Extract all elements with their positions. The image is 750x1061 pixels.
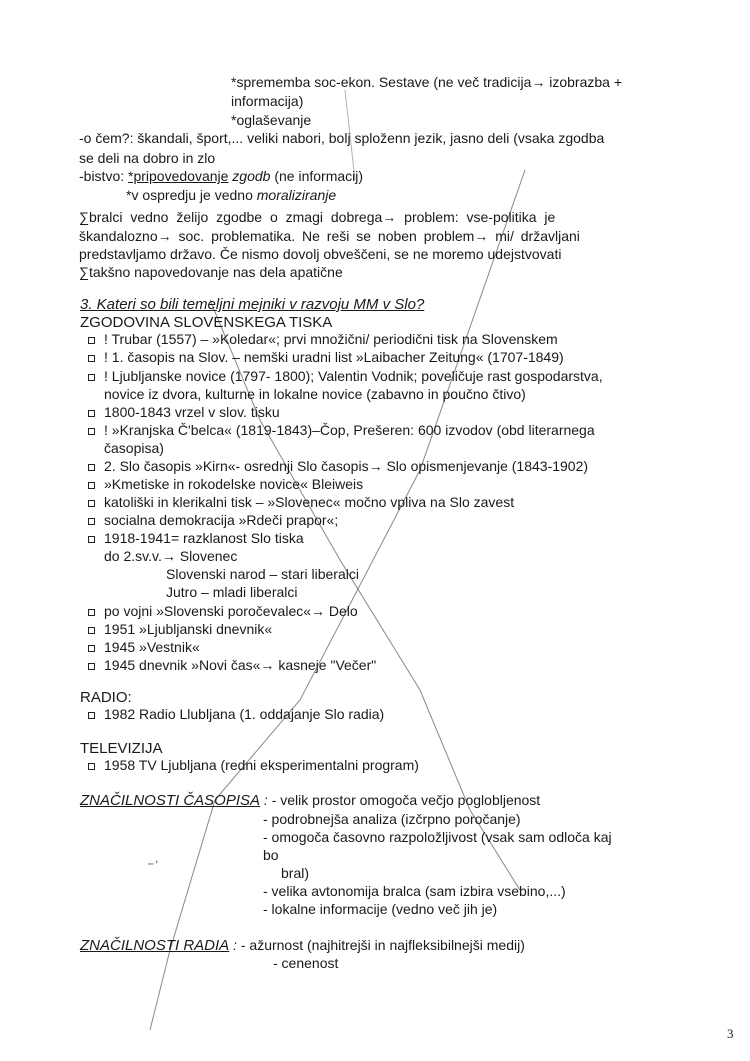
checkbox-bullet (88, 518, 95, 525)
checkbox-bullet (88, 337, 95, 344)
history-item: 1945 »Vestnik« (104, 639, 200, 655)
features-paper-item: - velika avtonomija bralca (sam izbira vsebino,...) (263, 883, 566, 899)
checkbox-bullet (88, 663, 95, 670)
checkbox-bullet (88, 355, 95, 362)
history-item: 1800-1843 vrzel v slov. tisku (104, 404, 280, 420)
intro-line-6 (79, 168, 363, 185)
radio-title: RADIO: (80, 689, 132, 706)
features-paper-item: - omogoča časovno razpoložljivost (vsak sam odloča kaj (263, 829, 612, 845)
checkbox-bullet (88, 428, 95, 435)
margin-mark: ⁻ʾ (147, 858, 160, 874)
intro-line-4: -o čem?: škandali, šport,... veliki nabori, bolj sploženn jezik, jasno deli (vsaka zgodba (79, 130, 605, 146)
history-title: ZGODOVINA SLOVENSKEGA TISKA (80, 314, 333, 331)
intro-line-1: *sprememba soc-ekon. Sestave (ne več tradicija→ izobrazba + (231, 74, 623, 90)
history-item-continued: časopisa) (104, 440, 164, 456)
history-item-continued: novice iz dvora, kulturne in lokalne novice (zabavno in poučno čtivo) (104, 386, 526, 402)
features-radio-item: - cenenost (273, 955, 339, 971)
radio-item: 1982 Radio Llubljana (1. oddajanje Slo radia) (104, 706, 385, 722)
checkbox-bullet (88, 374, 95, 381)
history-item: 1951 »Ljubljanski dnevnik« (104, 621, 273, 637)
history-item: ! Ljubljanske novice (1797- 1800); Valentin Vodnik; poveličuje rast gospodarstva, (104, 368, 603, 384)
features-paper-sep: : (260, 792, 272, 808)
intro-line-11: ∑takšno napovedovanje nas dela apatične (79, 264, 343, 280)
checkbox-bullet (88, 609, 95, 616)
checkbox-bullet (88, 536, 95, 543)
checkbox-bullet (88, 763, 95, 770)
intro-line-3: *oglaševanje (231, 112, 312, 128)
history-item: ! »Kranjska Č'belca« (1819-1843)–Čop, Prešeren: 600 izvodov (obd literarnega (104, 422, 595, 438)
intro-line-6-rest: (ne informacij) (270, 168, 364, 184)
intro-line-6-prefix: -bistvo: (79, 168, 129, 184)
history-item: 2. Slo časopis »Kirn«- osrednji Slo časopis→ Slo opismenjevanje (1843-1902) (104, 458, 589, 474)
checkbox-bullet (88, 500, 95, 507)
history-item: 1918-1941= razklanost Slo tiska (104, 530, 304, 546)
checkbox-bullet (88, 410, 95, 417)
question-heading: 3. Kateri so bili temeljni mejniki v razvoju MM v Slo? (80, 296, 425, 313)
tv-title: TELEVIZIJA (80, 740, 163, 757)
checkbox-bullet (88, 645, 95, 652)
intro-line-7-a: *v ospredju je vedno (126, 187, 257, 203)
history-item: po vojni »Slovenski poročevalec«→ Delo (104, 603, 358, 619)
history-subitem: Jutro – mladi liberalci (166, 584, 298, 600)
history-item: socialna demokracija »Rdeči prapor«; (104, 512, 339, 528)
intro-line-7 (126, 187, 336, 204)
features-paper-heading (80, 792, 540, 809)
page-number: 3 (727, 1026, 734, 1041)
features-paper-label: ZNAČILNOSTI ČASOPISA (80, 792, 261, 809)
intro-line-10: predstavljamo državo. Če nismo dovolj obveščeni, se ne moremo udejstvovati (79, 246, 562, 262)
intro-line-9: škandalozno→ soc. problematika. Ne reši se noben problem→ mi/ državljani (79, 228, 580, 244)
intro-line-8: ∑bralci vedno želijo zgodbe o zmagi dobrega→ problem: vse-politika je (79, 209, 556, 225)
features-paper-item: - lokalne informacije (vedno več jih je) (263, 901, 498, 917)
intro-line-2: informacija) (231, 93, 304, 109)
features-paper-item: - velik prostor omogoča večjo poglobljenost (271, 792, 541, 808)
intro-line-5: se deli na dobro in zlo (79, 150, 216, 166)
history-item: ! 1. časopis na Slov. – nemški uradni list »Laibacher Zeitung« (1707-1849) (104, 349, 564, 365)
features-paper-item: - podrobnejša analiza (izčrpno poročanje) (263, 811, 521, 827)
checkbox-bullet (88, 464, 95, 471)
checkbox-bullet (88, 627, 95, 634)
checkbox-bullet (88, 712, 95, 719)
history-subitem: Slovenski narod – stari liberalci (166, 566, 359, 582)
tv-item: 1958 TV Ljubljana (redni eksperimentalni program) (104, 757, 419, 773)
features-radio-label: ZNAČILNOSTI RADIA (80, 937, 230, 954)
features-radio-item: - ažurnost (najhitrejši in najfleksibilnejši medij) (240, 937, 525, 953)
history-subitem: do 2.sv.v.→ Slovenec (104, 548, 238, 564)
intro-line-6-italic: zgodb (228, 168, 271, 184)
intro-line-7-b: moraliziranje (256, 187, 337, 203)
history-item: 1945 dnevnik »Novi čas«→ kasneje "Večer" (104, 657, 377, 673)
features-radio-heading (80, 937, 525, 954)
checkbox-bullet (88, 482, 95, 489)
features-paper-item: bo (263, 847, 279, 863)
features-paper-item: bral) (281, 865, 310, 881)
features-radio-sep: : (229, 937, 241, 953)
history-item: ! Trubar (1557) – »Koledar«; prvi množični/ periodični tisk na Slovenskem (104, 331, 558, 347)
history-item: »Kmetiske in rokodelske novice« Bleiweis (104, 476, 364, 492)
intro-line-6-underlined: *pripovedovanje (128, 168, 229, 184)
history-item: katoliški in klerikalni tisk – »Slovenec« močno vpliva na Slo zavest (104, 494, 515, 510)
